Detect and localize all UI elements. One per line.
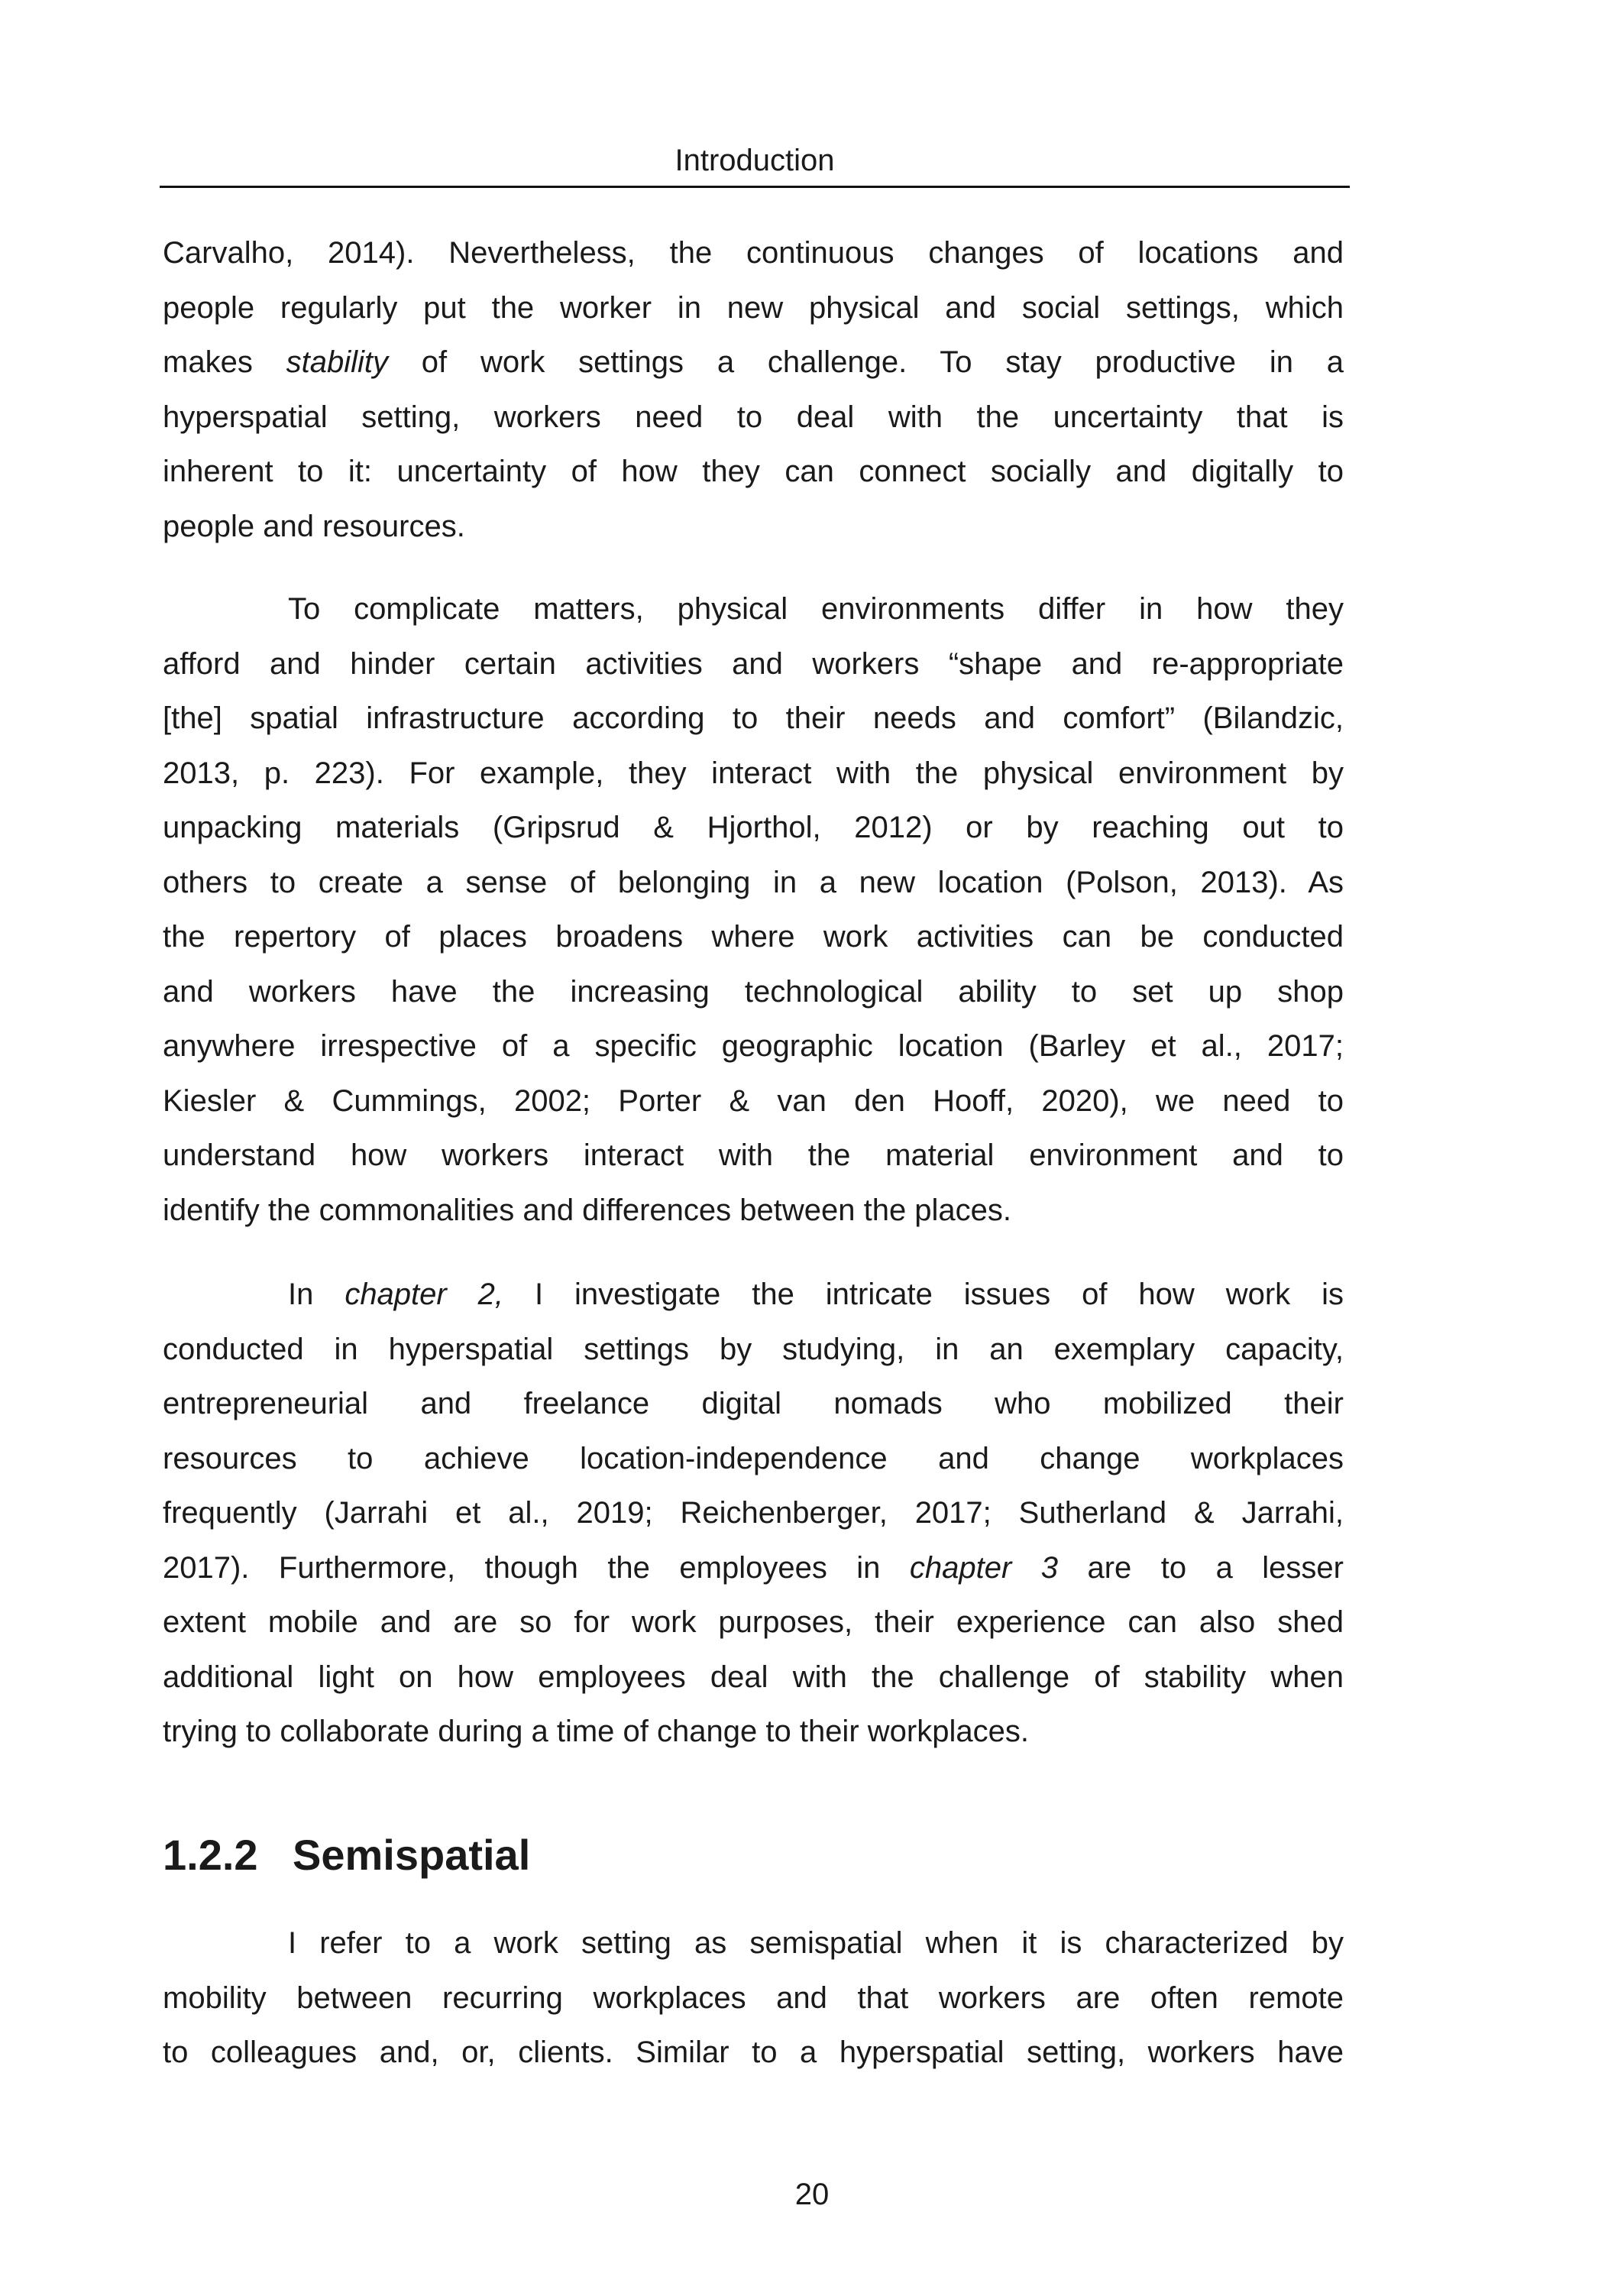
text-line: inherent to it: uncertainty of how they can connect socially and digitally to xyxy=(163,455,1344,488)
paragraph-1 xyxy=(163,226,1344,554)
text-line xyxy=(163,335,1344,390)
text-line: the repertory of places broadens where work activities can be conducted xyxy=(163,920,1344,954)
italic-text: chapter 3 xyxy=(909,1550,1059,1585)
text-segment: makes xyxy=(163,345,286,379)
text-line: identify the commonalities and differences between the places. xyxy=(163,1193,1012,1227)
text-line: mobility between recurring workplaces and that workers are often remote xyxy=(163,1980,1344,2015)
paragraph-2 xyxy=(163,582,1344,1238)
text-segment: 2017). Furthermore, though the employees in xyxy=(163,1550,910,1585)
header-rule xyxy=(160,186,1350,188)
text-line: 2013, p. 223). For example, they interact with the physical environment by xyxy=(163,756,1344,790)
text-line: trying to collaborate during a time of change to their workplaces. xyxy=(163,1715,1029,1748)
text-line: frequently (Jarrahi et al., 2019; Reichenberger, 2017; Sutherland & Jarrahi, xyxy=(163,1496,1344,1530)
text-line: and workers have the increasing technological ability to set up shop xyxy=(163,974,1344,1009)
text-line: people and resources. xyxy=(163,509,465,543)
italic-text: chapter 2, xyxy=(345,1278,504,1311)
paragraph-4 xyxy=(163,1916,1344,2081)
text-line: others to create a sense of belonging in a new location (Polson, 2013). As xyxy=(163,865,1344,899)
text-line: unpacking materials (Gripsrud & Hjorthol, 2012) or by reaching out to xyxy=(163,811,1344,844)
text-line: hyperspatial setting, workers need to deal with the uncertainty that is xyxy=(163,400,1344,434)
text-line: afford and hinder certain activities and workers “shape and re-appropriate xyxy=(163,646,1344,681)
text-line: additional light on how employees deal with the challenge of stability when xyxy=(163,1660,1344,1694)
section-title: Semispatial xyxy=(293,1831,531,1879)
text-line: to colleagues and, or, clients. Similar to a hyperspatial setting, workers have xyxy=(163,2036,1344,2069)
paragraph-3 xyxy=(163,1268,1344,1760)
text-line: To complicate matters, physical environments differ in how they xyxy=(288,592,1344,626)
text-line: conducted in hyperspatial settings by studying, in an exemplary capacity, xyxy=(163,1332,1344,1366)
italic-text: stability xyxy=(286,345,388,379)
text-line: I refer to a work setting as semispatial when it is characterized by xyxy=(288,1926,1344,1960)
text-line: Kiesler & Cummings, 2002; Porter & van den Hooff, 2020), we need to xyxy=(163,1083,1344,1118)
text-line: anywhere irrespective of a specific geographic location (Barley et al., 2017; xyxy=(163,1029,1344,1063)
section-number: 1.2.2 xyxy=(163,1831,258,1879)
text-line xyxy=(163,1541,1344,1596)
text-line: Carvalho, 2014). Nevertheless, the continuous changes of locations and xyxy=(163,236,1344,270)
text-line: people regularly put the worker in new physical and social settings, which xyxy=(163,290,1344,325)
text-segment: I investigate the intricate issues of how work is xyxy=(503,1278,1344,1311)
text-line: extent mobile and are so for work purposes, their experience can also shed xyxy=(163,1605,1344,1639)
running-header: Introduction xyxy=(675,144,835,177)
text-line xyxy=(163,1268,1344,1323)
page-number: 20 xyxy=(794,2178,830,2211)
text-segment: are to a lesser xyxy=(1058,1550,1344,1585)
text-line: understand how workers interact with the material environment and to xyxy=(163,1138,1344,1172)
text-line: resources to achieve location-independence and change workplaces xyxy=(163,1441,1344,1475)
text-segment: In xyxy=(288,1278,345,1311)
text-segment: of work settings a challenge. To stay productive in a xyxy=(388,345,1344,379)
text-line: entrepreneurial and freelance digital nomads who mobilized their xyxy=(163,1387,1344,1420)
text-line: [the] spatial infrastructure according to their needs and comfort” (Bilandzic, xyxy=(163,701,1344,735)
section-heading xyxy=(163,1830,530,1880)
